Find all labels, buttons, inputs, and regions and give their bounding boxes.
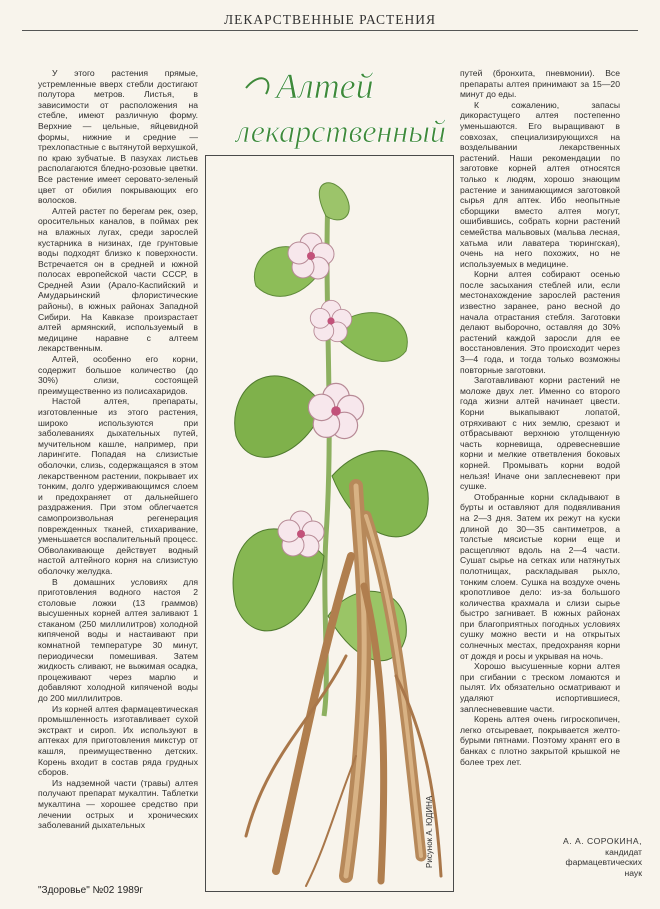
- leaf-icon: [332, 451, 428, 537]
- left-column: [38, 68, 198, 831]
- author-name: А. А. СОРОКИНА,: [563, 836, 642, 846]
- author-degree: фармацевтических: [565, 857, 642, 868]
- section-header: ЛЕКАРСТВЕННЫЕ РАСТЕНИЯ: [223, 12, 437, 27]
- author-signature: [492, 836, 642, 878]
- author-degree: кандидат: [605, 846, 642, 857]
- author-degree: наук: [624, 867, 642, 878]
- leaf-icon: [319, 183, 349, 220]
- marshmallow-plant-illustration: [206, 156, 451, 889]
- title-line-2: лекарственный: [236, 113, 446, 149]
- illustration-credit: Рисунок А. ЮДИНА: [425, 795, 434, 868]
- paragraph: Из корней алтея фармацевтическая промышленность изготавливает сухой экстракт и сироп. Их используют в аптеках для приготовления микстур от кашля, преимущественно детских. Корень входит в состав ряда грудных сборов.: [38, 703, 198, 778]
- paragraph: Алтей растет по берегам рек, озер, оросительных каналов, в поймах рек на влажных лугах, среди зарослей кустарника в низинах, где грунтовые воды подходят близко к поверхности. Встречается он в средней и южной полосах европейской части СССР, в Средней Азии (Арало-Каспийский и Амударьинский флористические районы), в южных районах Западной Сибири. На Кавказе произрастает алтей армянский, используемый в медицине наравне с алтеем лекарственным.: [38, 205, 198, 354]
- paragraph: Хорошо высушенные корни алтея при сгибании с треском ломаются и пылят. Их обязательно осматривают и удаляют испортившиеся, заплесневевшие части.: [460, 661, 620, 714]
- paragraph: Корни алтея собирают осенью после засыхания стеблей или, если местонахождение зарослей растения известно заранее, рано весной до начала отрастания стебля. Заготовки делают выборочно, оставляя до 30% растений каждой заросли для ее восстановления. Это происходит через 3—4 года, и тогда только возможны повторные заготовки.: [460, 269, 620, 375]
- flower-icon: [308, 383, 363, 438]
- flower-icon: [310, 300, 351, 341]
- paragraph: путей (бронхита, пневмонии). Все препараты алтея принимают за 15—20 минут до еды.: [460, 68, 620, 100]
- paragraph: Настой алтея, препараты, изготовленные из этого растения, широко используются при заболеваниях дыхательных путей, мучительном кашле, например, при ларингите. Попадая на слизистые оболочки, слизь, содержащаяся в этом лекарственном растении, покрывает их тонким, долго удерживающимся слоем и предохраняет от дальнейшего раздражения. При этом облегчается самопроизвольная регенерация поврежденных тканей, стихаривание, уменьшается воспалительный процесс. Обволакивающе действует водный настой алтейного корня на слизистую оболочку желудка.: [38, 396, 198, 576]
- source-footer: "Здоровье" №02 1989г: [38, 885, 144, 896]
- paragraph: Заготавливают корни растений не моложе двух лет. Именно со второго года жизни алтей начинает цвести. Корни выкапывают лопатой, отряхивают с них землю, срезают и отбрасывают верхнюю утолщенную часть корневища, одревесневшие корни и мелкие ответвления боковых корней. Промывать корни водой нельзя! Иначе они заплесневеют при сушке.: [460, 375, 620, 492]
- paragraph: К сожалению, запасы дикорастущего алтея постепенно уменьшаются. Его выращивают в совхозах, специализирующихся на возделывании лекарственных растений. Наши рекомендации по заготовке корней алтея относятся только к людям, хорошо знающим растение и занимающимся заготовкой сырья для аптек. Ибо неопытные сборщики вместо алтея могут, ошибившись, собрать корни растений семейства мальвовых (мальва лесная, хатьма или лаватера тюрингская), очень на него похожих, но не используемых в медицине.: [460, 99, 620, 269]
- flower-icon: [278, 511, 324, 557]
- paragraph: Отобранные корни складывают в бурты и оставляют для подвяливания на 2—3 дня. Затем их режут на куски длиной до 30—35 сантиметров, а толстые мясистые корни еще и расщепляют вдоль на 2—4 части. Сушат сырье на сетках или натянутых полотнищах, раскладывая рыхло, тонким слоем. Сушка на воздухе очень кропотливое дело: из-за большого количества крахмала и слизи сырье быстро загнивает. В южных районах при благоприятных погодных условиях сушку можно вести и на открытых солнечных местах, предохраняя корни от дождя и росы и укрывая на ночь.: [460, 491, 620, 661]
- title-swash-icon: [246, 78, 268, 94]
- article-title: [226, 60, 466, 156]
- paragraph: Из надземной части (травы) алтея получают препарат мукалтин. Таблетки мукалтина — хорошее средство при лечении острых и хронических заболеваний дыхательных: [38, 777, 198, 831]
- paragraph: Алтей, особенно его корни, содержит большое количество (до 30%) слизи, состоящей преимущественно из полисахаридов.: [38, 354, 198, 396]
- header-rule: [22, 30, 638, 31]
- leaf-icon: [235, 376, 324, 457]
- title-line-1: Алтей: [276, 66, 374, 106]
- paragraph: У этого растения прямые, устремленные вверх стебли достигают полутора метров. Листья, в зависимости от расположения на стебле, имеют различную форму. Верхние — цельные, яйцевидной формы, нижние и средние — трехлопастные с вытянутой верхушкой, по краю зубчатые. В пазухах листьев располагаются бледно-розовые цветки. Все растение имеет серовато-зеленый цвет от обилия покрывающих его волосков.: [38, 68, 198, 206]
- paragraph: Корень алтея очень гигроскопичен, легко отсыревает, покрывается желто-бурыми пятнами. Поэтому хранят его в банках с плотно закрытой крышкой не более трех лет.: [460, 714, 620, 767]
- paragraph: В домашних условиях для приготовления водного настоя 2 столовые ложки (13 граммов) высушенных корней алтея заливают 1 стаканом (250 миллилитров) холодной кипяченой воды и настаивают при комнатной температуре 30 минут, периодически помешивая. Затем жидкость сливают, не выжимая осадка, процеживают через марлю и добавляют холодной кипяченой воды до 200 миллилитров.: [38, 576, 198, 704]
- right-column: [460, 68, 620, 767]
